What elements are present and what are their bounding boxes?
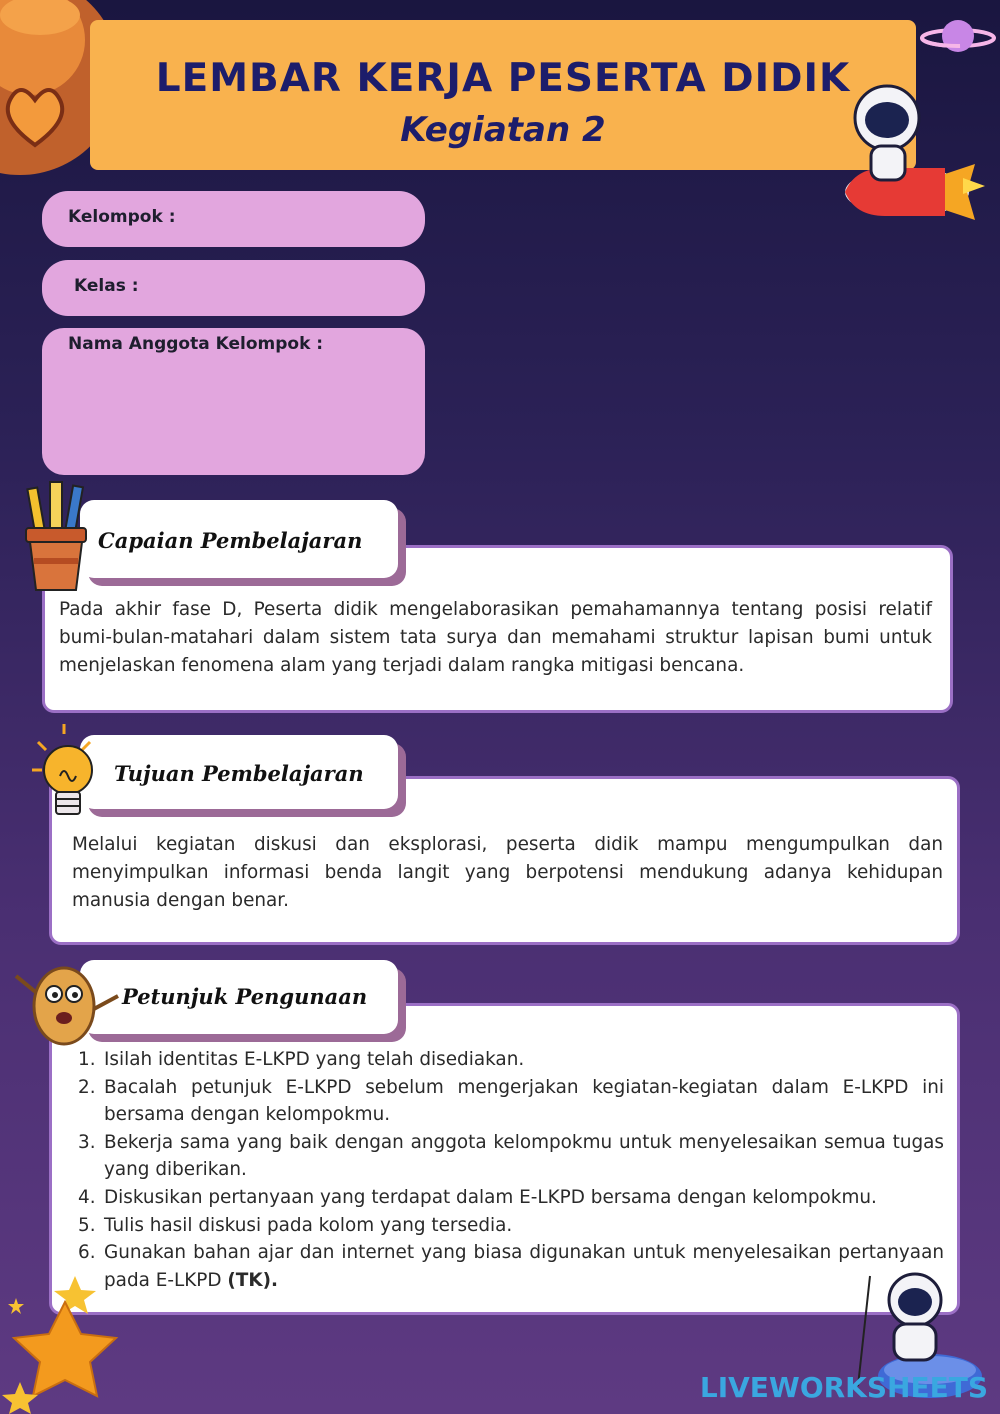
tujuan-tab xyxy=(80,735,398,809)
list-item: 4. Diskusikan pertanyaan yang terdapat dalam E-LKPD bersama dengan kelompokmu. xyxy=(78,1186,877,1208)
kelompok-field[interactable] xyxy=(42,191,425,247)
astronaut-rocket-icon xyxy=(845,82,995,227)
capaian-text: Pada akhir fase D, Peserta didik mengelaborasikan pemahamannya tentang posisi relatif bumi-bulan-matahari dalam sistem tata surya dan memahami struktur lapisan bumi untuk menjelaskan fenomena alam yang terjadi dalam rangka mitigasi bencana. xyxy=(59,599,932,676)
list-item: 3. Bekerja sama yang baik dengan anggota kelompokmu untuk menyelesaikan semua tugas yang diberikan. xyxy=(78,1131,944,1181)
capaian-title: Capaian Pembelajaran xyxy=(98,528,363,553)
potato-mascot-icon xyxy=(12,962,124,1046)
list-item: 6. Gunakan bahan ajar dan internet yang biasa digunakan untuk menyelesaikan pertanyaan pada E-LKPD (TK). xyxy=(78,1242,944,1291)
tujuan-title: Tujuan Pembelajaran xyxy=(114,761,364,786)
petunjuk-title: Petunjuk Pengunaan xyxy=(122,984,368,1009)
kelas-label: Kelas : xyxy=(74,276,139,296)
petunjuk-list xyxy=(78,1046,944,1294)
kelompok-label: Kelompok : xyxy=(68,207,176,227)
anggota-field[interactable] xyxy=(42,328,425,475)
pencil-cup-icon xyxy=(20,480,100,595)
anggota-label: Nama Anggota Kelompok : xyxy=(68,334,324,354)
star-icon xyxy=(0,1272,130,1414)
list-item: 5. Tulis hasil diskusi pada kolom yang tersedia. xyxy=(78,1214,513,1236)
list-item: 2. Bacalah petunjuk E-LKPD sebelum mengerjakan kegiatan-kegiatan dalam E-LKPD ini bersama dengan kelompokmu. xyxy=(78,1076,944,1126)
page-subtitle: Kegiatan 2 xyxy=(400,110,606,150)
petunjuk-card xyxy=(49,1003,960,1315)
liveworksheets-watermark: LIVEWORKSHEETS xyxy=(699,1371,988,1404)
header-banner xyxy=(90,20,916,170)
capaian-tab xyxy=(80,500,398,578)
page-title: LEMBAR KERJA PESERTA DIDIK xyxy=(155,56,851,101)
petunjuk-tab xyxy=(80,960,398,1034)
lightbulb-icon xyxy=(24,720,104,818)
list-item: 1. Isilah identitas E-LKPD yang telah disediakan. xyxy=(78,1049,525,1070)
kelas-field[interactable] xyxy=(42,260,425,316)
planet-icon xyxy=(920,14,996,58)
tujuan-text: Melalui kegiatan diskusi dan eksplorasi, peserta didik mampu mengumpulkan dan menyimpulkan informasi benda langit yang berpotensi mendukung adanya kehidupan manusia dengan benar. xyxy=(72,834,943,911)
